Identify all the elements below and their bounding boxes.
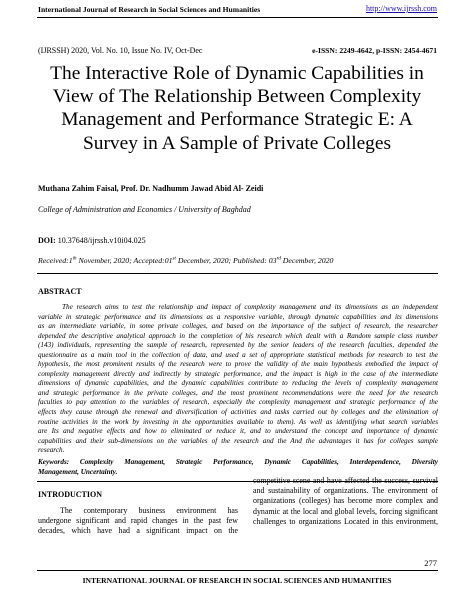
page-number: 277 <box>424 558 437 568</box>
received-date: Received:1 <box>38 256 73 265</box>
abstract-line: depended the descriptive analytical approach in the completion of his research which dealt with a Random sample class number <box>38 331 438 340</box>
abstract-line: The research aims to test the relationship and impact of complexity management and its dimensions as an independent <box>62 303 438 311</box>
abstract-line: hypothesis, the most prominent results of the research were to prove the validity of the main hypothesis embodied the impact of <box>38 360 438 369</box>
abstract-line: (143) individuals, representing the sample of research, represented by the senior leaders of the research faculties, depended the <box>38 341 438 350</box>
issn-info: e-ISSN: 2249-4642, p-ISSN: 2454-4671 <box>312 46 437 55</box>
introduction-left-column <box>38 506 238 537</box>
header-divider <box>37 17 438 18</box>
ordinal-suffix: st <box>172 256 176 262</box>
doi <box>38 236 146 245</box>
body-line: organizations (colleges) has become more complex and <box>253 496 438 506</box>
title-line: Management and Performance Strategic E: A <box>61 109 413 131</box>
published-date: December, 2020; Published: 03 <box>175 256 277 265</box>
author-affiliation: College of Administration and Economics / University of Baghdad <box>38 205 251 214</box>
title-line: View of The Relationship Between Complexity <box>52 86 422 108</box>
footer-divider <box>37 570 438 571</box>
body-line: undergone significant and rapid changes in the past few <box>38 516 238 526</box>
volume-info: (IJRSSH) 2020, Vol. No. 10, Issue No. IV, Oct-Dec <box>38 46 203 55</box>
abstract-line: questionnaire as a main tool in the collection of data, and used a set of appropriate statistical methods for research to test the <box>38 350 438 359</box>
author-list: Muthana Zahim Faisal, Prof. Dr. Nadhumm Jawad Abid Al- Zeidi <box>38 184 264 193</box>
keywords <box>38 458 438 477</box>
footer-journal-name: INTERNATIONAL JOURNAL OF RESEARCH IN SOCIAL SCIENCES AND HUMANITIES <box>82 576 392 585</box>
abstract-heading: ABSTRACT <box>38 287 82 296</box>
body-line: dynamic at the local and global levels, forcing significant <box>253 506 438 516</box>
abstract-line: variable in strategic performance and its dimensions as a responsive variable, through dynamic capabilities and its dimensions <box>38 312 438 321</box>
abstract-line: faculties to pay attention to the variables of research, especially the complexity management and strategic performance of the <box>38 398 438 407</box>
introduction-heading: INTRODUCTION <box>38 490 103 499</box>
abstract-line: complexity management directly and indirectly by strategic performance, and the impact is high in the case of the intermediate <box>38 369 438 378</box>
keywords-line: Management, Uncertainty. <box>38 467 118 476</box>
paper-title <box>40 62 434 155</box>
abstract-line: capabilities and their sub-dimensions on the variables of the research and the And the advantages it has for colleges sample <box>38 436 438 445</box>
abstract-text <box>38 303 438 456</box>
section-divider <box>37 273 438 274</box>
ordinal-suffix: th <box>72 256 77 262</box>
abstract-line: as an intermediate variable, in some private colleges, and based on the importance of the subject of research, the researcher <box>38 322 438 331</box>
doi-value: 10.37648/ijrssh.v10i04.025 <box>55 236 146 245</box>
abstract-line: and strategic performance in the private colleges, and the most prominent recommendations were the need for the research <box>38 388 438 397</box>
published-date-tail: December, 2020 <box>280 256 334 265</box>
abstract-line: routine activities in the work by investing in the opportunities available to them). As well as identifying what search variables <box>38 417 438 426</box>
body-line: and sustainability of organizations. The environment of <box>253 486 438 496</box>
journal-name: International Journal of Research in Social Sciences and Humanities <box>38 5 261 14</box>
body-line: The contemporary business environment has <box>60 506 238 515</box>
abstract-line: research. <box>38 446 65 455</box>
doi-label: DOI: <box>38 236 56 245</box>
accepted-date: November, 2020; Accepted:01 <box>76 256 173 265</box>
abstract-line: effects they cause through the renewal and diversification of activities and tasks carried out by colleges and the elimination of <box>38 408 438 417</box>
journal-url-link[interactable]: http://www.ijrssh.com <box>365 4 437 13</box>
abstract-line: are Its and negative effects and how to eliminated or reduce it, and to understand the concept and importance of dynamic <box>38 427 438 436</box>
title-line: The Interactive Role of Dynamic Capabilities in <box>50 63 424 84</box>
ordinal-suffix: rd <box>276 256 281 262</box>
body-line: decades, which have had a significant impact on the <box>38 526 238 536</box>
body-line: challenges to organizations Located in this environment, <box>253 516 438 526</box>
introduction-right-column <box>253 476 438 527</box>
publication-dates <box>38 256 333 265</box>
title-line: Survey in A Sample of Private Colleges <box>82 132 392 154</box>
keywords-line: Keywords: Complexity Management, Strategic Performance, Dynamic Capabilities, Interdependence, Diversity <box>38 458 438 466</box>
body-line: competitive scene and have affected the success, survival <box>253 476 438 485</box>
abstract-line: dimensions of dynamic capabilities, and the dynamic capabilities contribute to reducing the levels of complexity management <box>38 379 438 388</box>
